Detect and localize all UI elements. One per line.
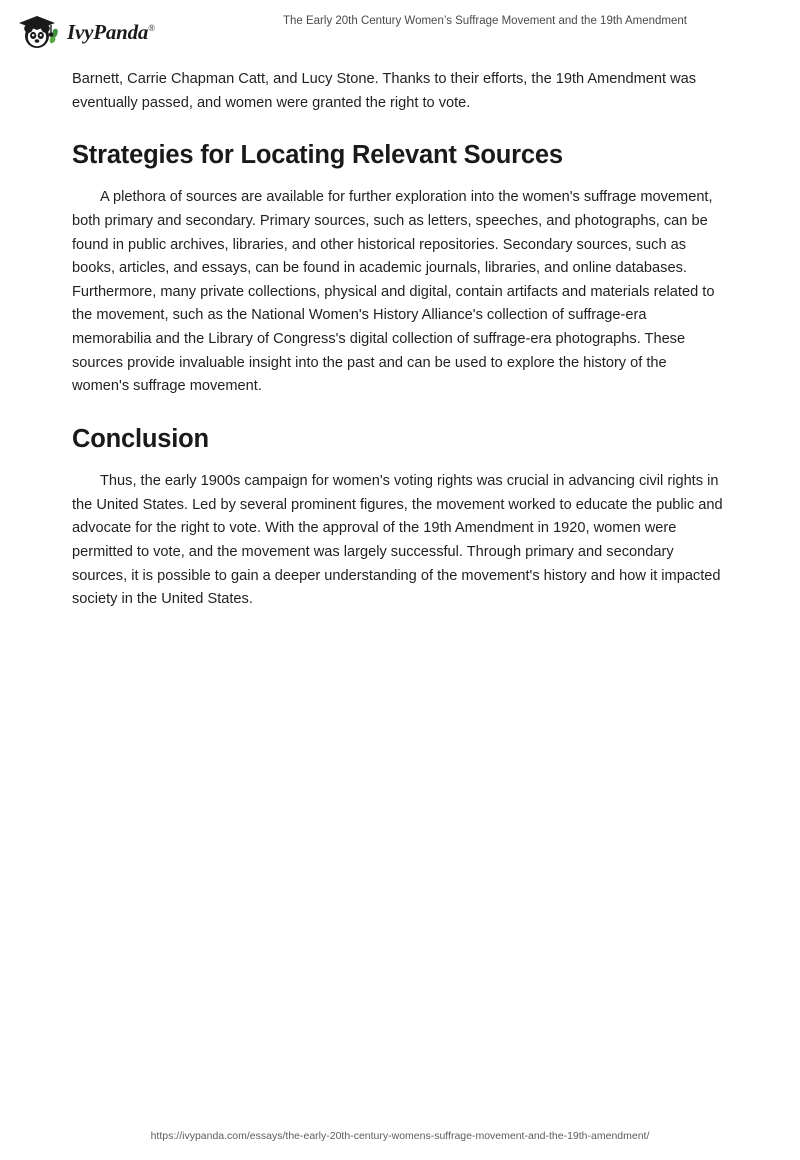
registered-mark: ®: [148, 22, 155, 33]
section-heading-strategies: Strategies for Locating Relevant Sources: [72, 141, 563, 170]
brand-name-text: IvyPanda: [67, 19, 149, 44]
document-title: The Early 20th Century Women’s Suffrage Movement and the 19th Amendment: [282, 15, 687, 27]
section-paragraph-strategies: A plethora of sources are available for further exploration into the women's suffrage movement, both primary and secondary. Primary sources, such as letters, speeches, and photographs, can be found in public archives, libraries, and other historical repositories. Secondary sources, such as books, articles, and essays, can be found in academic journals, libraries, and online databases. Furthermore, many private collections, physical and digital, contain artifacts and materials related to the movement, such as the National Women's History Alliance's collection of suffrage-era memorabilia and the Library of Congress's digital collection of suffrage-era photographs. These sources provide invaluable insight into the past and can be used to explore the history of the women's suffrage movement.: [72, 189, 715, 395]
section-heading-conclusion: Conclusion: [72, 425, 209, 454]
section-paragraph-conclusion: Thus, the early 1900s campaign for women's voting rights was crucial in advancing civil rights in the United States. Led by several prominent figures, the movement worked to educate the public and advocate for the right to vote. With the approval of the 19th Amendment in 1920, women were permitted to vote, and the movement was largely successful. Through primary and secondary sources, it is possible to gain a deeper understanding of the movement's history and how it impacted society in the United States.: [72, 473, 723, 608]
page-footer: [0, 1130, 800, 1142]
page-header: [0, 0, 800, 62]
intro-paragraph: Barnett, Carrie Chapman Catt, and Lucy Stone. Thanks to their efforts, the 19th Amendment was eventually passed, and women were granted the right to vote.: [72, 71, 697, 111]
document-body: [72, 68, 724, 612]
source-url-link[interactable]: https://ivypanda.com/essays/the-early-20th-century-womens-suffrage-movement-and-the-19th-amendment/: [150, 1130, 650, 1142]
